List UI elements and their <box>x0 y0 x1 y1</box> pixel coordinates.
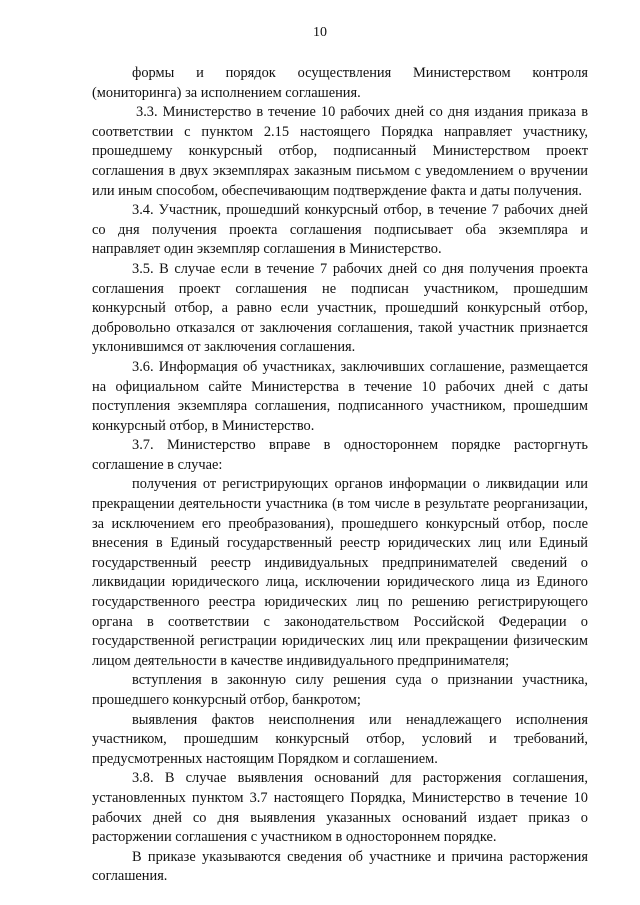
paragraph-3-8: 3.8. В случае выявления оснований для расторжения соглашения, установленных пунктом 3.7 настоящего Порядка, Министерство в течение 10 рабочих дней со дня выявления указанных оснований издает приказ о расторжении соглашения с участником в одностороннем порядке. <box>92 770 588 846</box>
document-body <box>92 64 588 887</box>
paragraph-liquidation: получения от регистрирующих органов информации о ликвидации или прекращении деятельности участника (в том числе в результате реорганизации, за исключением его преобразования), прошедшего конкурсный отбор, после внесения в Единый государственный реестр юридических лиц или Единый государственный реестр индивидуальных предпринимателей сведений о ликвидации юридического лица, исключении юридического лица из Единого государственного реестра юридических лиц по решению регистрирующего органа в соответствии с законодательством Российской Федерации о государственной регистрации юридических лиц или прекращении физическим лицом деятельности в качестве индивидуального предпринимателя; <box>92 476 588 669</box>
paragraph-3-3: 3.3. Министерство в течение 10 рабочих дней со дня издания приказа в соответствии с пунктом 2.15 настоящего Порядка направляет участнику, прошедшему конкурсный отбор, подписанный Министерством проект соглашения в двух экземплярах заказным письмом с уведомлением о вручении или иным способом, обеспечивающим подтверждение факта и даты получения. <box>92 104 588 199</box>
paragraph-3-4: 3.4. Участник, прошедший конкурсный отбор, в течение 7 рабочих дней со дня получения проекта соглашения подписывает оба экземпляра и направляет один экземпляр соглашения в Министерство. <box>92 202 588 258</box>
paragraph-3-6: 3.6. Информация об участниках, заключивших соглашение, размещается на официальном сайте Министерства в течение 10 рабочих дней с даты поступления экземпляра соглашения, подписанного участником, прошедшим конкурсный отбор, в Министерство. <box>92 358 588 434</box>
paragraph-order-details: В приказе указываются сведения об участнике и причина расторжения соглашения. <box>92 848 588 885</box>
page-number: 10 <box>313 25 327 40</box>
paragraph-non-fulfillment: выявления фактов неисполнения или ненадлежащего исполнения участником, прошедшим конкурсный отбор, условий и требований, предусмотренных настоящим Порядком и соглашением. <box>92 711 588 767</box>
paragraph-control-forms: формы и порядок осуществления Министерством контроля (мониторинга) за исполнением соглашения. <box>92 65 588 101</box>
paragraph-3-5: 3.5. В случае если в течение 7 рабочих дней со дня получения проекта соглашения проект соглашения не подписан участником, прошедшим конкурсный отбор, а равно если участник, прошедший конкурсный отбор, добровольно отказался от заключения соглашения, такой участник признается уклонившимся от заключения соглашения. <box>92 260 588 356</box>
paragraph-3-7: 3.7. Министерство вправе в одностороннем порядке расторгнуть соглашение в случае: <box>92 437 588 473</box>
paragraph-bankruptcy: вступления в законную силу решения суда о признании участника, прошедшего конкурсный отбор, банкротом; <box>92 672 588 708</box>
